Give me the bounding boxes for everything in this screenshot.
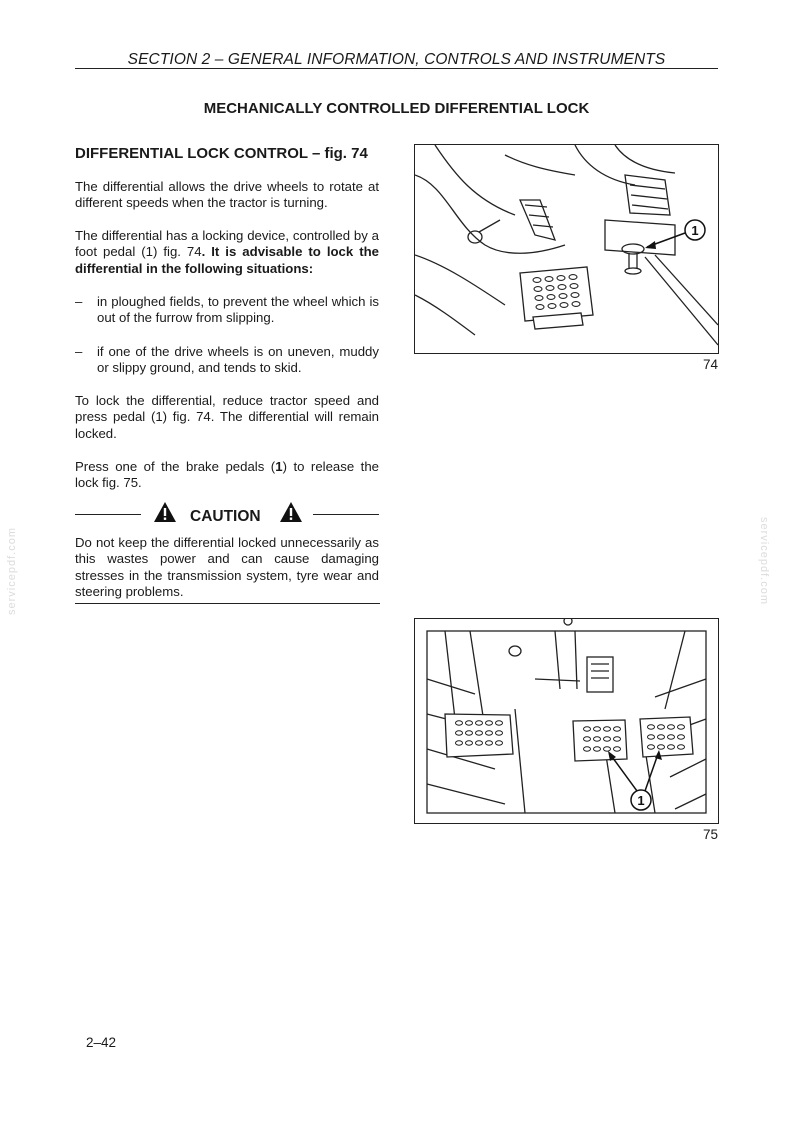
figure-74-illustration <box>415 145 718 353</box>
header-rule <box>75 68 718 69</box>
paragraph-locking-device <box>75 228 379 277</box>
figure-74-number: 74 <box>703 357 719 372</box>
figure-75-callout: 1 <box>637 793 645 808</box>
caution-text: Do not keep the differential locked unnecessarily as this wastes power and can cause damaging stresses in the transmission system, tyre wear and steering problems. <box>75 535 379 600</box>
paragraph-release-c: ) to release the lock fig. 75. <box>75 459 379 491</box>
page-number: 2–42 <box>86 1035 117 1050</box>
watermark-right: servicepdf.com <box>757 517 770 605</box>
paragraph-lock-procedure: To lock the differential, reduce tractor speed and press pedal (1) fig. 74. The differential will remain locked. <box>75 393 379 441</box>
caution-rule-right <box>313 514 379 515</box>
figure-74-frame <box>414 144 719 354</box>
figure-74-callout: 1 <box>691 223 699 238</box>
figure-75-frame <box>414 618 719 824</box>
caution-rule-left <box>75 514 141 515</box>
section-header: SECTION 2 – GENERAL INFORMATION, CONTROLS AND INSTRUMENTS <box>127 51 666 68</box>
bullet-dash: – <box>75 344 83 359</box>
bullet-dash: – <box>75 294 83 309</box>
paragraph-release <box>75 459 379 492</box>
figure-75-illustration <box>415 619 718 823</box>
paragraph-release-b: 1 <box>275 459 283 474</box>
page-title: MECHANICALLY CONTROLLED DIFFERENTIAL LOCK <box>203 100 590 117</box>
paragraph-locking-device-a: The differential has a locking device, controlled by a foot pedal (1) fig. 74 <box>75 228 379 260</box>
warning-triangle-icon <box>153 501 177 523</box>
paragraph-intro: The differential allows the drive wheels to rotate at different speeds when the tractor is turning. <box>75 179 379 211</box>
figure-75-number: 75 <box>703 827 719 842</box>
caution-banner <box>75 500 379 530</box>
warning-triangle-icon <box>279 501 303 523</box>
subheading: DIFFERENTIAL LOCK CONTROL – fig. 74 <box>75 145 368 162</box>
paragraph-release-a: Press one of the brake pedals ( <box>75 459 276 474</box>
bullet-text: if one of the drive wheels is on uneven, muddy or slippy ground, and tends to skid. <box>97 344 379 376</box>
bullet-text: in ploughed fields, to prevent the wheel which is out of the furrow from slipping. <box>97 294 379 326</box>
caution-label: CAUTION <box>190 508 261 525</box>
caution-end-rule <box>75 603 380 604</box>
bullet-item <box>75 294 379 328</box>
watermark-left: servicepdf.com <box>5 527 18 615</box>
bullet-item <box>75 344 379 378</box>
paragraph-locking-device-b: . It is advisable to lock the differential in the following situations: <box>75 244 379 276</box>
